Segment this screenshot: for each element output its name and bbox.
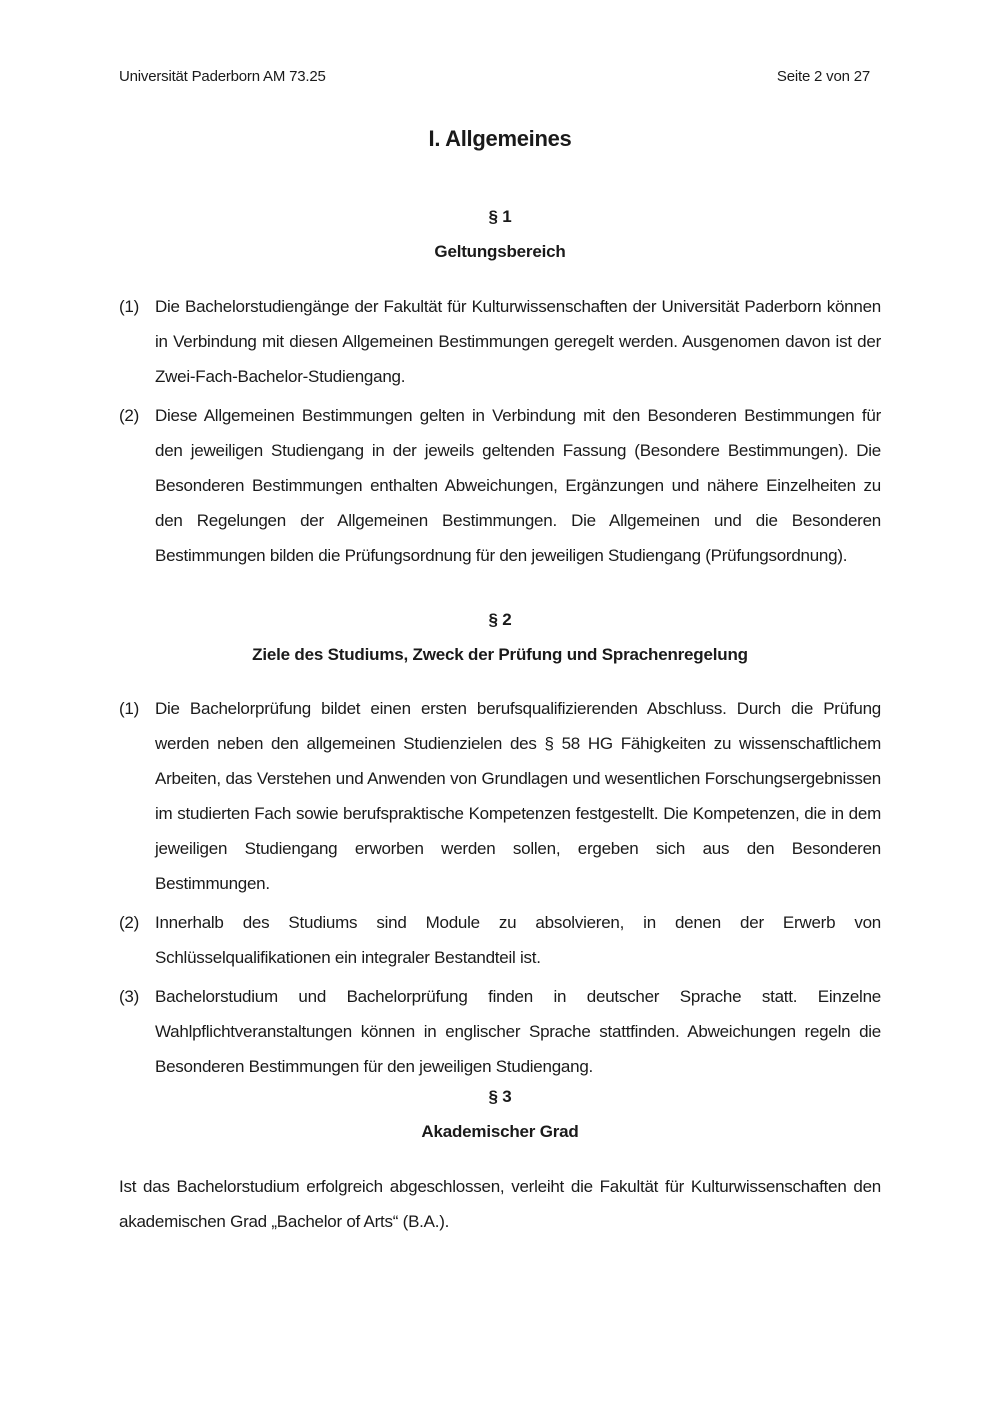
paragraph-number: (1) <box>119 297 140 316</box>
section-1-heading <box>0 199 1000 269</box>
section-2-heading <box>0 602 1000 672</box>
section-3-text: Ist das Bachelorstudium erfolgreich abgeschlossen, verleiht die Fakultät für Kulturwissenschaften den akademischen Grad „Bachelor of Arts“ (B.A.). <box>119 1177 881 1231</box>
section-number: § 3 <box>488 1087 512 1106</box>
paragraph-text: Die Bachelorstudiengänge der Fakultät für Kulturwissenschaften der Universität Paderborn können in Verbindung mit diesen Allgemeinen Bestimmungen geregelt werden. Ausgenomen davon ist der Zwei-Fach-Bachelor-Studiengang. <box>155 297 881 386</box>
section-title: Geltungsbereich <box>434 242 566 261</box>
paragraph-text: Bachelorstudium und Bachelorprüfung finden in deutscher Sprache statt. Einzelne Wahlpflichtveranstaltungen können in englischer Sprache stattfinden. Abweichungen regeln die Besonderen Bestimmungen für den jeweiligen Studiengang. <box>155 987 881 1076</box>
section-title: Ziele des Studiums, Zweck der Prüfung und Sprachenregelung <box>252 645 748 664</box>
paragraph-text: Die Bachelorprüfung bildet einen ersten berufsqualifizierenden Abschluss. Durch die Prüfung werden neben den allgemeinen Studienzielen des § 58 HG Fähigkeiten zu wissenschaftlichem Arbeiten, das Verstehen und Anwenden von Grundlagen und wesentlichen Forschungsergebnissen im studierten Fach sowie berufspraktische Kompetenzen festgestellt. Die Kompetenzen, die in dem jeweiligen Studiengang erworben werden sollen, ergeben sich aus den Besonderen Bestimmungen. <box>155 699 881 893</box>
paragraph-text: Innerhalb des Studiums sind Module zu absolvieren, in denen der Erwerb von Schlüsselqualifikationen ein integraler Bestandteil ist. <box>155 913 881 967</box>
paragraph-text: Diese Allgemeinen Bestimmungen gelten in Verbindung mit den Besonderen Bestimmungen für den jeweiligen Studiengang in der jeweils geltenden Fassung (Besondere Bestimmungen). Die Besonderen Bestimmungen enthalten Abweichungen, Ergänzungen und nähere Einzelheiten zu den Regelungen der Allgemeinen Bestimmungen. Die Allgemeinen und die Besonderen Bestimmungen bilden die Prüfungsordnung für den jeweiligen Studiengang (Prüfungsordnung). <box>155 406 881 565</box>
chapter-title: I. Allgemeines <box>428 126 572 151</box>
paragraph <box>119 691 881 901</box>
paragraph <box>119 398 881 573</box>
section-2-paragraphs <box>119 691 881 1088</box>
page-header <box>119 68 870 85</box>
section-3-heading <box>0 1079 1000 1149</box>
section-number: § 2 <box>488 610 512 629</box>
paragraph <box>119 289 881 394</box>
paragraph-number: (2) <box>119 406 140 425</box>
paragraph-number: (3) <box>119 987 140 1006</box>
paragraph <box>119 905 881 975</box>
paragraph <box>119 979 881 1084</box>
section-number: § 1 <box>488 207 512 226</box>
section-title: Akademischer Grad <box>421 1122 579 1141</box>
paragraph-number: (2) <box>119 913 140 932</box>
header-document-id: Universität Paderborn AM 73.25 <box>119 68 326 85</box>
section-1-paragraphs <box>119 289 881 577</box>
header-page-number: Seite 2 von 27 <box>776 68 870 85</box>
paragraph-number: (1) <box>119 699 140 718</box>
